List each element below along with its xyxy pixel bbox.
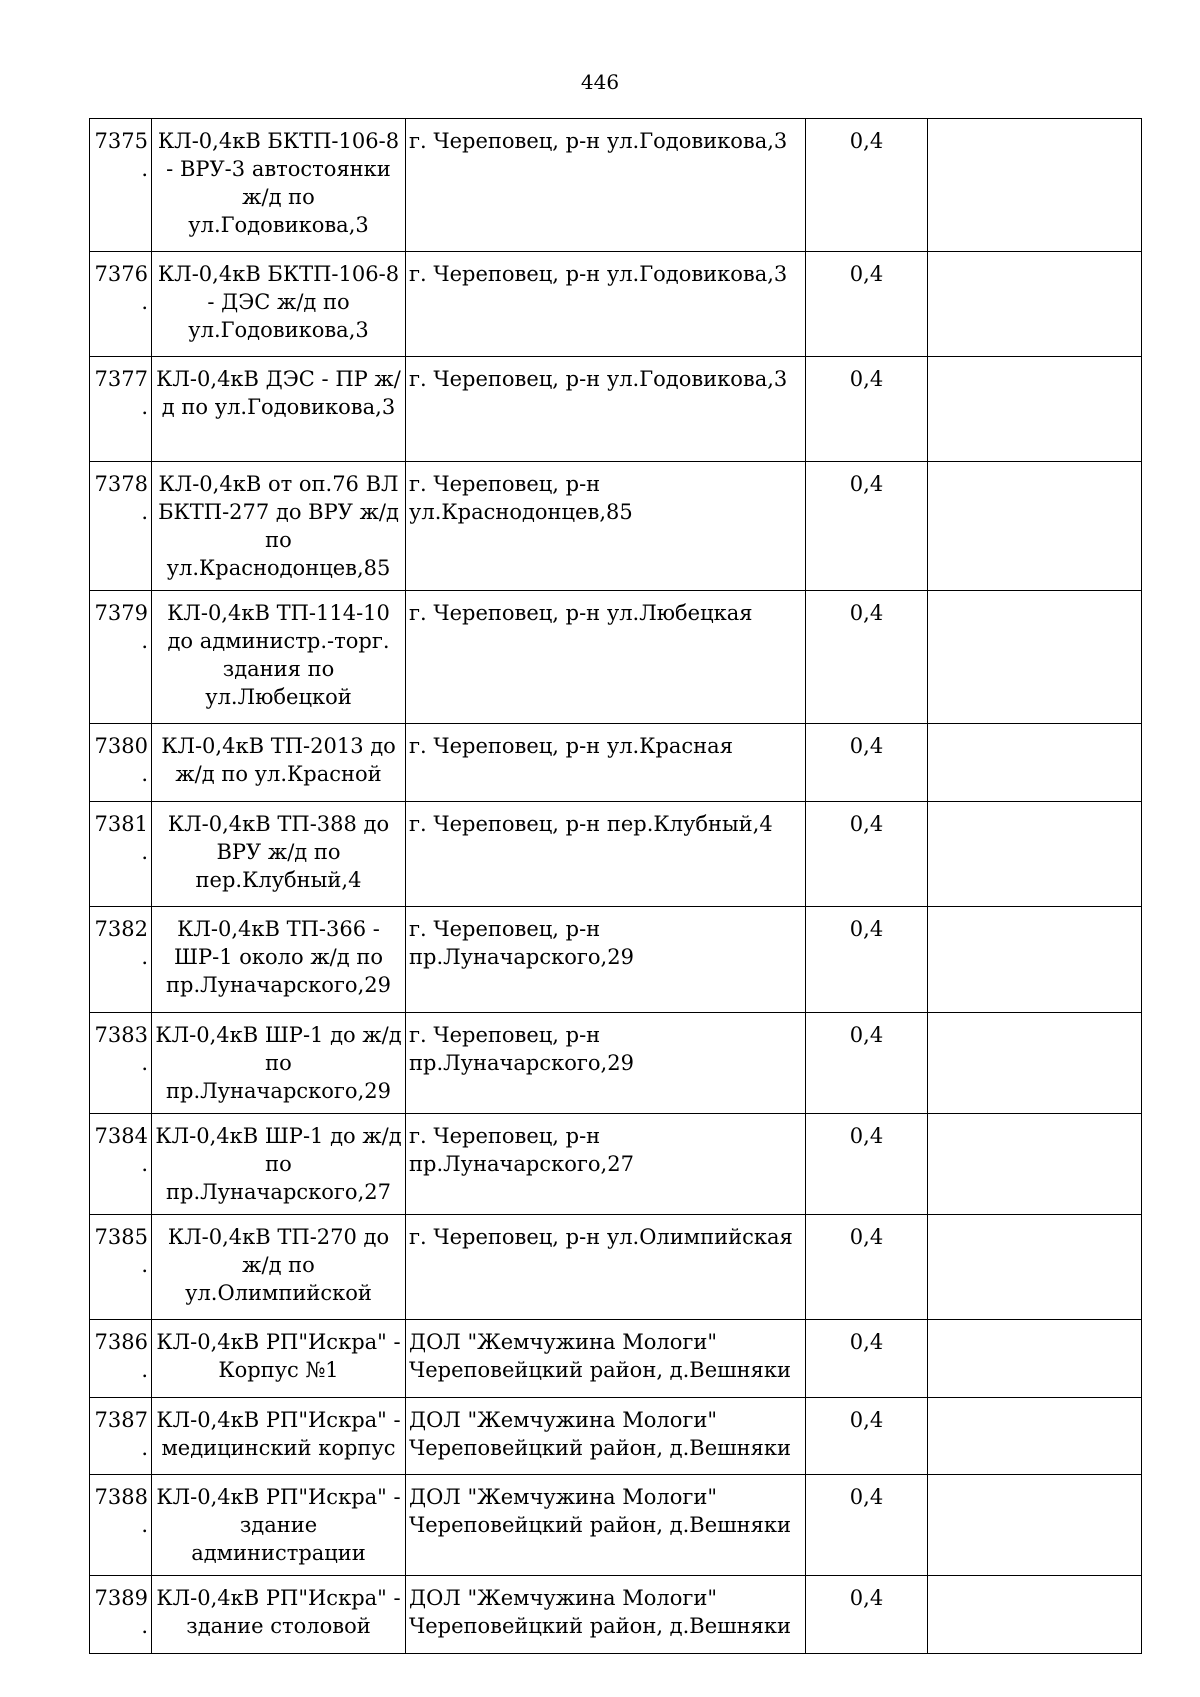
cable-line-registry-table [89, 118, 1142, 1654]
line-voltage: 0,4 [806, 1114, 928, 1215]
table-row [90, 1398, 1142, 1475]
row-number: 7379. [90, 591, 152, 724]
row-number: 7378. [90, 462, 152, 591]
line-voltage: 0,4 [806, 119, 928, 252]
line-note [928, 1215, 1142, 1320]
table-row [90, 724, 1142, 802]
table-row [90, 1576, 1142, 1654]
row-number: 7380. [90, 724, 152, 802]
line-name: КЛ-0,4кВ РП"Искра" - медицинский корпус [152, 1398, 406, 1475]
table-row [90, 907, 1142, 1013]
row-number: 7384. [90, 1114, 152, 1215]
table-row [90, 1114, 1142, 1215]
page-number: 446 [580, 70, 620, 94]
table-row [90, 802, 1142, 907]
line-name: КЛ-0,4кВ ДЭС - ПР ж/д по ул.Годовикова,3 [152, 357, 406, 462]
line-address: г. Череповец, р-н пр.Луначарского,29 [406, 907, 806, 1013]
row-number: 7385. [90, 1215, 152, 1320]
line-voltage: 0,4 [806, 1475, 928, 1576]
line-voltage: 0,4 [806, 1398, 928, 1475]
table-row [90, 252, 1142, 357]
line-name: КЛ-0,4кВ ТП-270 до ж/д по ул.Олимпийской [152, 1215, 406, 1320]
line-voltage: 0,4 [806, 1320, 928, 1398]
line-voltage: 0,4 [806, 802, 928, 907]
line-address: ДОЛ "Жемчужина Мологи" Череповейцкий район, д.Вешняки [406, 1475, 806, 1576]
row-number: 7382. [90, 907, 152, 1013]
line-address: г. Череповец, р-н пр.Луначарского,27 [406, 1114, 806, 1215]
row-number: 7383. [90, 1013, 152, 1114]
line-voltage: 0,4 [806, 1576, 928, 1654]
line-name: КЛ-0,4кВ ШР-1 до ж/д по пр.Луначарского,27 [152, 1114, 406, 1215]
line-address: ДОЛ "Жемчужина Мологи" Череповейцкий район, д.Вешняки [406, 1398, 806, 1475]
line-note [928, 119, 1142, 252]
line-voltage: 0,4 [806, 907, 928, 1013]
table-row [90, 357, 1142, 462]
table-row [90, 462, 1142, 591]
row-number: 7386. [90, 1320, 152, 1398]
line-note [928, 1475, 1142, 1576]
line-address: г. Череповец, р-н ул.Годовикова,3 [406, 357, 806, 462]
line-voltage: 0,4 [806, 591, 928, 724]
line-voltage: 0,4 [806, 252, 928, 357]
line-name: КЛ-0,4кВ БКТП-106-8 - ВРУ-3 автостоянки ж/д по ул.Годовикова,3 [152, 119, 406, 252]
line-address: г. Череповец, р-н ул.Красная [406, 724, 806, 802]
line-note [928, 907, 1142, 1013]
line-name: КЛ-0,4кВ ТП-2013 до ж/д по ул.Красной [152, 724, 406, 802]
line-address: г. Череповец, р-н ул.Годовикова,3 [406, 252, 806, 357]
line-note [928, 357, 1142, 462]
line-address: г. Череповец, р-н пер.Клубный,4 [406, 802, 806, 907]
line-voltage: 0,4 [806, 462, 928, 591]
line-note [928, 1013, 1142, 1114]
line-note [928, 724, 1142, 802]
line-voltage: 0,4 [806, 1013, 928, 1114]
line-name: КЛ-0,4кВ от оп.76 ВЛ БКТП-277 до ВРУ ж/д по ул.Краснодонцев,85 [152, 462, 406, 591]
line-note [928, 591, 1142, 724]
line-name: КЛ-0,4кВ РП"Искра" - Корпус №1 [152, 1320, 406, 1398]
line-address: г. Череповец, р-н ул.Олимпийская [406, 1215, 806, 1320]
line-note [928, 1398, 1142, 1475]
registry-table-body [90, 119, 1142, 1654]
line-note [928, 252, 1142, 357]
table-row [90, 591, 1142, 724]
line-address: г. Череповец, р-н пр.Луначарского,29 [406, 1013, 806, 1114]
line-name: КЛ-0,4кВ ТП-114-10 до администр.-торг. здания по ул.Любецкой [152, 591, 406, 724]
line-voltage: 0,4 [806, 1215, 928, 1320]
line-voltage: 0,4 [806, 724, 928, 802]
line-name: КЛ-0,4кВ РП"Искра" - здание столовой [152, 1576, 406, 1654]
row-number: 7375. [90, 119, 152, 252]
line-note [928, 1114, 1142, 1215]
row-number: 7377. [90, 357, 152, 462]
line-note [928, 1576, 1142, 1654]
table-row [90, 1475, 1142, 1576]
line-name: КЛ-0,4кВ ТП-388 до ВРУ ж/д по пер.Клубный,4 [152, 802, 406, 907]
table-row [90, 1013, 1142, 1114]
line-name: КЛ-0,4кВ РП"Искра" - здание администрации [152, 1475, 406, 1576]
line-address: г. Череповец, р-н ул.Краснодонцев,85 [406, 462, 806, 591]
row-number: 7388. [90, 1475, 152, 1576]
table-row [90, 1320, 1142, 1398]
line-voltage: 0,4 [806, 357, 928, 462]
line-note [928, 1320, 1142, 1398]
line-address: ДОЛ "Жемчужина Мологи" Череповейцкий район, д.Вешняки [406, 1576, 806, 1654]
line-address: ДОЛ "Жемчужина Мологи" Череповейцкий район, д.Вешняки [406, 1320, 806, 1398]
row-number: 7389. [90, 1576, 152, 1654]
line-name: КЛ-0,4кВ ШР-1 до ж/д по пр.Луначарского,29 [152, 1013, 406, 1114]
table-row [90, 119, 1142, 252]
line-address: г. Череповец, р-н ул.Годовикова,3 [406, 119, 806, 252]
table-row [90, 1215, 1142, 1320]
line-name: КЛ-0,4кВ ТП-366 - ШР-1 около ж/д по пр.Луначарского,29 [152, 907, 406, 1013]
line-note [928, 462, 1142, 591]
line-name: КЛ-0,4кВ БКТП-106-8 - ДЭС ж/д по ул.Годовикова,3 [152, 252, 406, 357]
row-number: 7387. [90, 1398, 152, 1475]
row-number: 7376. [90, 252, 152, 357]
line-address: г. Череповец, р-н ул.Любецкая [406, 591, 806, 724]
line-note [928, 802, 1142, 907]
row-number: 7381. [90, 802, 152, 907]
